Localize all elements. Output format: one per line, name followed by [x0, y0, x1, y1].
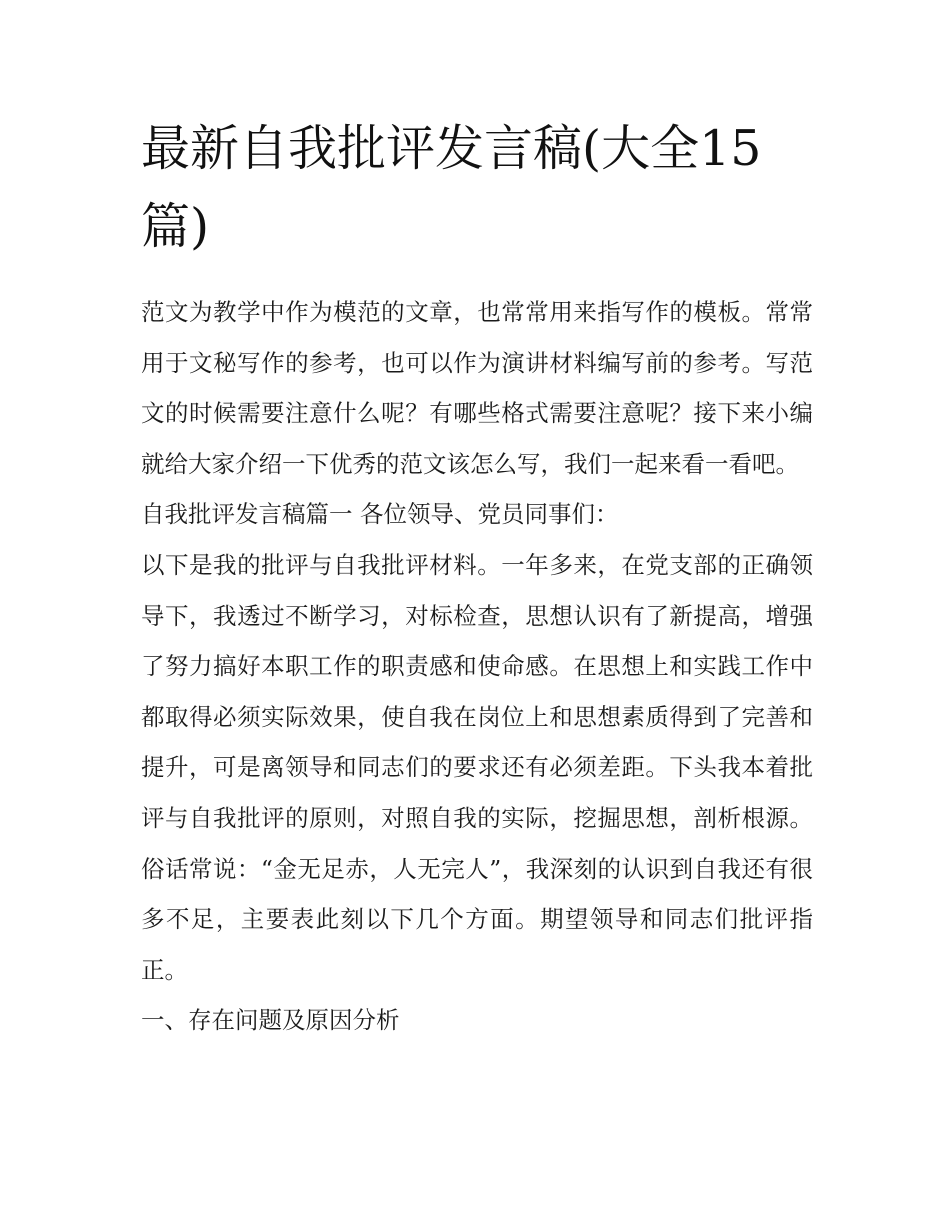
document-content — [141, 110, 813, 1046]
subheading-problems-analysis: 一、存在问题及原因分析 — [141, 1006, 400, 1035]
document-title: 最新自我批评发言稿(大全15篇) — [141, 120, 762, 255]
body-paragraph: 以下是我的批评与自我批评材料。一年多来，在党支部的正确领导下，我透过不断学习，对标检查，思想认识有了新提高，增强了努力搞好本职工作的职责感和使命感。在思想上和实践工作中都取得必须实际效果，使自我在岗位上和思想素质得到了完善和提升，可是离领导和同志们的要求还有必须差距。下头我本着批评与自我批评的原则，对照自我的实际，挖掘思想，剖析根源。俗话常说：“金无足赤，人无完人”，我深刻的认识到自我还有很多不足，主要表此刻以下几个方面。期望领导和同志们批评指正。 — [141, 550, 813, 984]
intro-paragraph: 范文为教学中作为模范的文章，也常常用来指写作的模板。常常用于文秘写作的参考，也可以作为演讲材料编写前的参考。写范文的时候需要注意什么呢？有哪些格式需要注意呢？接下来小编就给大家介绍一下优秀的范文该怎么写，我们一起来看一看吧。 — [141, 298, 813, 478]
section-heading: 自我批评发言稿篇一 各位领导、党员同事们： — [141, 500, 619, 529]
